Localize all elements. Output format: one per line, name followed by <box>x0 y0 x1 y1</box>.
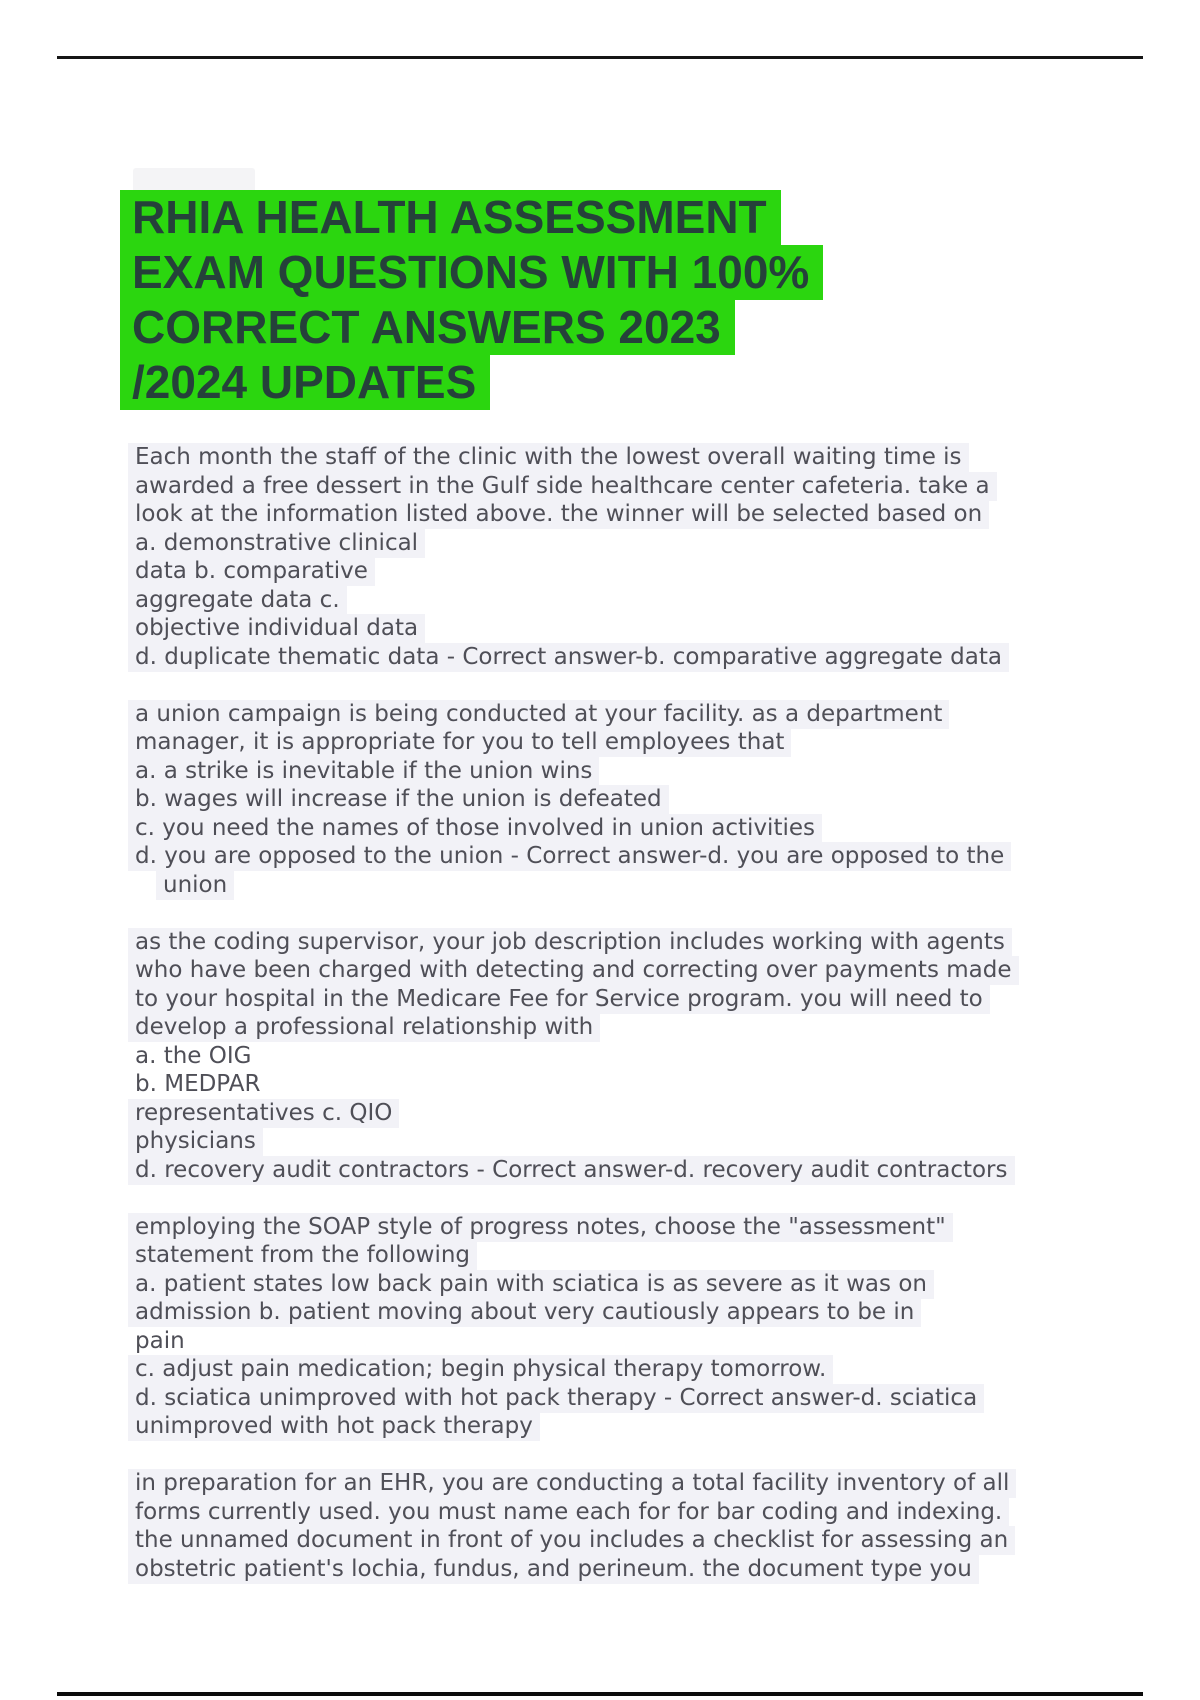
text-span: the unnamed document in front of you includes a checklist for assessing an <box>128 1526 1015 1555</box>
text-span: c. you need the names of those involved in union activities <box>128 814 822 843</box>
text-line <box>135 443 1019 472</box>
text-line <box>135 728 1019 757</box>
text-line <box>135 1555 1019 1584</box>
text-line <box>135 529 1019 558</box>
text-span: a. patient states low back pain with sciatica is as severe as it was on <box>128 1270 934 1299</box>
text-span: b. wages will increase if the union is defeated <box>128 785 669 814</box>
text-span: aggregate data c. <box>128 586 347 615</box>
text-span: look at the information listed above. the winner will be selected based on <box>128 500 989 529</box>
text-line <box>135 557 1019 586</box>
text-span: admission b. patient moving about very cautiously appears to be in <box>128 1298 921 1327</box>
document-title <box>120 190 823 410</box>
title-highlight: RHIA HEALTH ASSESSMENT <box>120 190 781 245</box>
text-line <box>135 814 1019 843</box>
text-line <box>135 1526 1019 1555</box>
text-span: forms currently used. you must name each for for bar coding and indexing. <box>128 1498 1009 1527</box>
text-span: awarded a free dessert in the Gulf side healthcare center cafeteria. take a <box>128 472 997 501</box>
title-line <box>120 245 823 300</box>
title-line <box>120 355 823 410</box>
text-span: Each month the staff of the clinic with the lowest overall waiting time is <box>128 443 969 472</box>
title-highlight: EXAM QUESTIONS WITH 100% <box>120 245 823 300</box>
text-line <box>135 1327 1019 1356</box>
text-span: who have been charged with detecting and correcting over payments made <box>128 956 1019 985</box>
text-line <box>135 1412 1019 1441</box>
text-line <box>135 1013 1019 1042</box>
text-span: pain <box>135 1327 185 1354</box>
text-span: c. adjust pain medication; begin physical therapy tomorrow. <box>128 1355 833 1384</box>
text-span: in preparation for an EHR, you are conducting a total facility inventory of all <box>128 1469 1016 1498</box>
text-span: a union campaign is being conducted at your facility. as a department <box>128 700 949 729</box>
bottom-rule <box>57 1692 1143 1696</box>
text-line <box>135 1156 1019 1185</box>
document-body <box>135 443 1019 1583</box>
text-line <box>135 1298 1019 1327</box>
text-line <box>135 1213 1019 1242</box>
text-span: d. sciatica unimproved with hot pack therapy - Correct answer-d. sciatica <box>128 1384 984 1413</box>
blank-line <box>135 671 1019 700</box>
text-span: data b. comparative <box>128 557 375 586</box>
text-line <box>135 1270 1019 1299</box>
text-span: d. you are opposed to the union - Correct answer-d. you are opposed to the <box>128 842 1011 871</box>
text-line <box>135 614 1019 643</box>
text-line <box>135 757 1019 786</box>
text-span: physicians <box>128 1127 263 1156</box>
text-line <box>135 586 1019 615</box>
text-line <box>135 1498 1019 1527</box>
text-span: unimproved with hot pack therapy <box>128 1412 540 1441</box>
title-highlight: CORRECT ANSWERS 2023 <box>120 300 735 355</box>
text-span: union <box>156 871 234 900</box>
text-line <box>135 1384 1019 1413</box>
text-span: objective individual data <box>128 614 425 643</box>
text-span: representatives c. QIO <box>128 1099 399 1128</box>
text-line <box>135 472 1019 501</box>
text-span: a. a strike is inevitable if the union wins <box>128 757 599 786</box>
text-span: a. the OIG <box>135 1042 252 1069</box>
text-line <box>135 1241 1019 1270</box>
text-span: d. duplicate thematic data - Correct answer-b. comparative aggregate data <box>128 643 1009 672</box>
text-line <box>135 871 1019 900</box>
text-line <box>135 985 1019 1014</box>
text-span: statement from the following <box>128 1241 477 1270</box>
text-span: to your hospital in the Medicare Fee for Service program. you will need to <box>128 985 990 1014</box>
text-line <box>135 700 1019 729</box>
text-line <box>135 500 1019 529</box>
title-highlight: /2024 UPDATES <box>120 355 490 410</box>
text-line <box>135 1469 1019 1498</box>
text-span: d. recovery audit contractors - Correct answer-d. recovery audit contractors <box>128 1156 1015 1185</box>
text-span: obstetric patient's lochia, fundus, and perineum. the document type you <box>128 1555 979 1584</box>
text-line <box>135 785 1019 814</box>
text-line <box>135 1127 1019 1156</box>
text-line <box>135 842 1019 871</box>
text-span: a. demonstrative clinical <box>128 529 425 558</box>
text-span: b. MEDPAR <box>135 1071 261 1097</box>
text-line <box>135 1099 1019 1128</box>
top-rule <box>57 56 1143 59</box>
text-span: develop a professional relationship with <box>128 1013 600 1042</box>
text-line <box>135 643 1019 672</box>
text-line <box>135 1355 1019 1384</box>
blank-line <box>135 1441 1019 1470</box>
text-span: as the coding supervisor, your job description includes working with agents <box>128 928 1012 957</box>
text-line <box>135 928 1019 957</box>
text-span: employing the SOAP style of progress notes, choose the "assessment" <box>128 1213 953 1242</box>
text-line <box>135 1042 1019 1071</box>
blank-line <box>135 1184 1019 1213</box>
text-line <box>135 1070 1019 1099</box>
text-span: manager, it is appropriate for you to tell employees that <box>128 728 791 757</box>
title-line <box>120 300 823 355</box>
blank-line <box>135 899 1019 928</box>
text-line <box>135 956 1019 985</box>
title-line <box>120 190 823 245</box>
